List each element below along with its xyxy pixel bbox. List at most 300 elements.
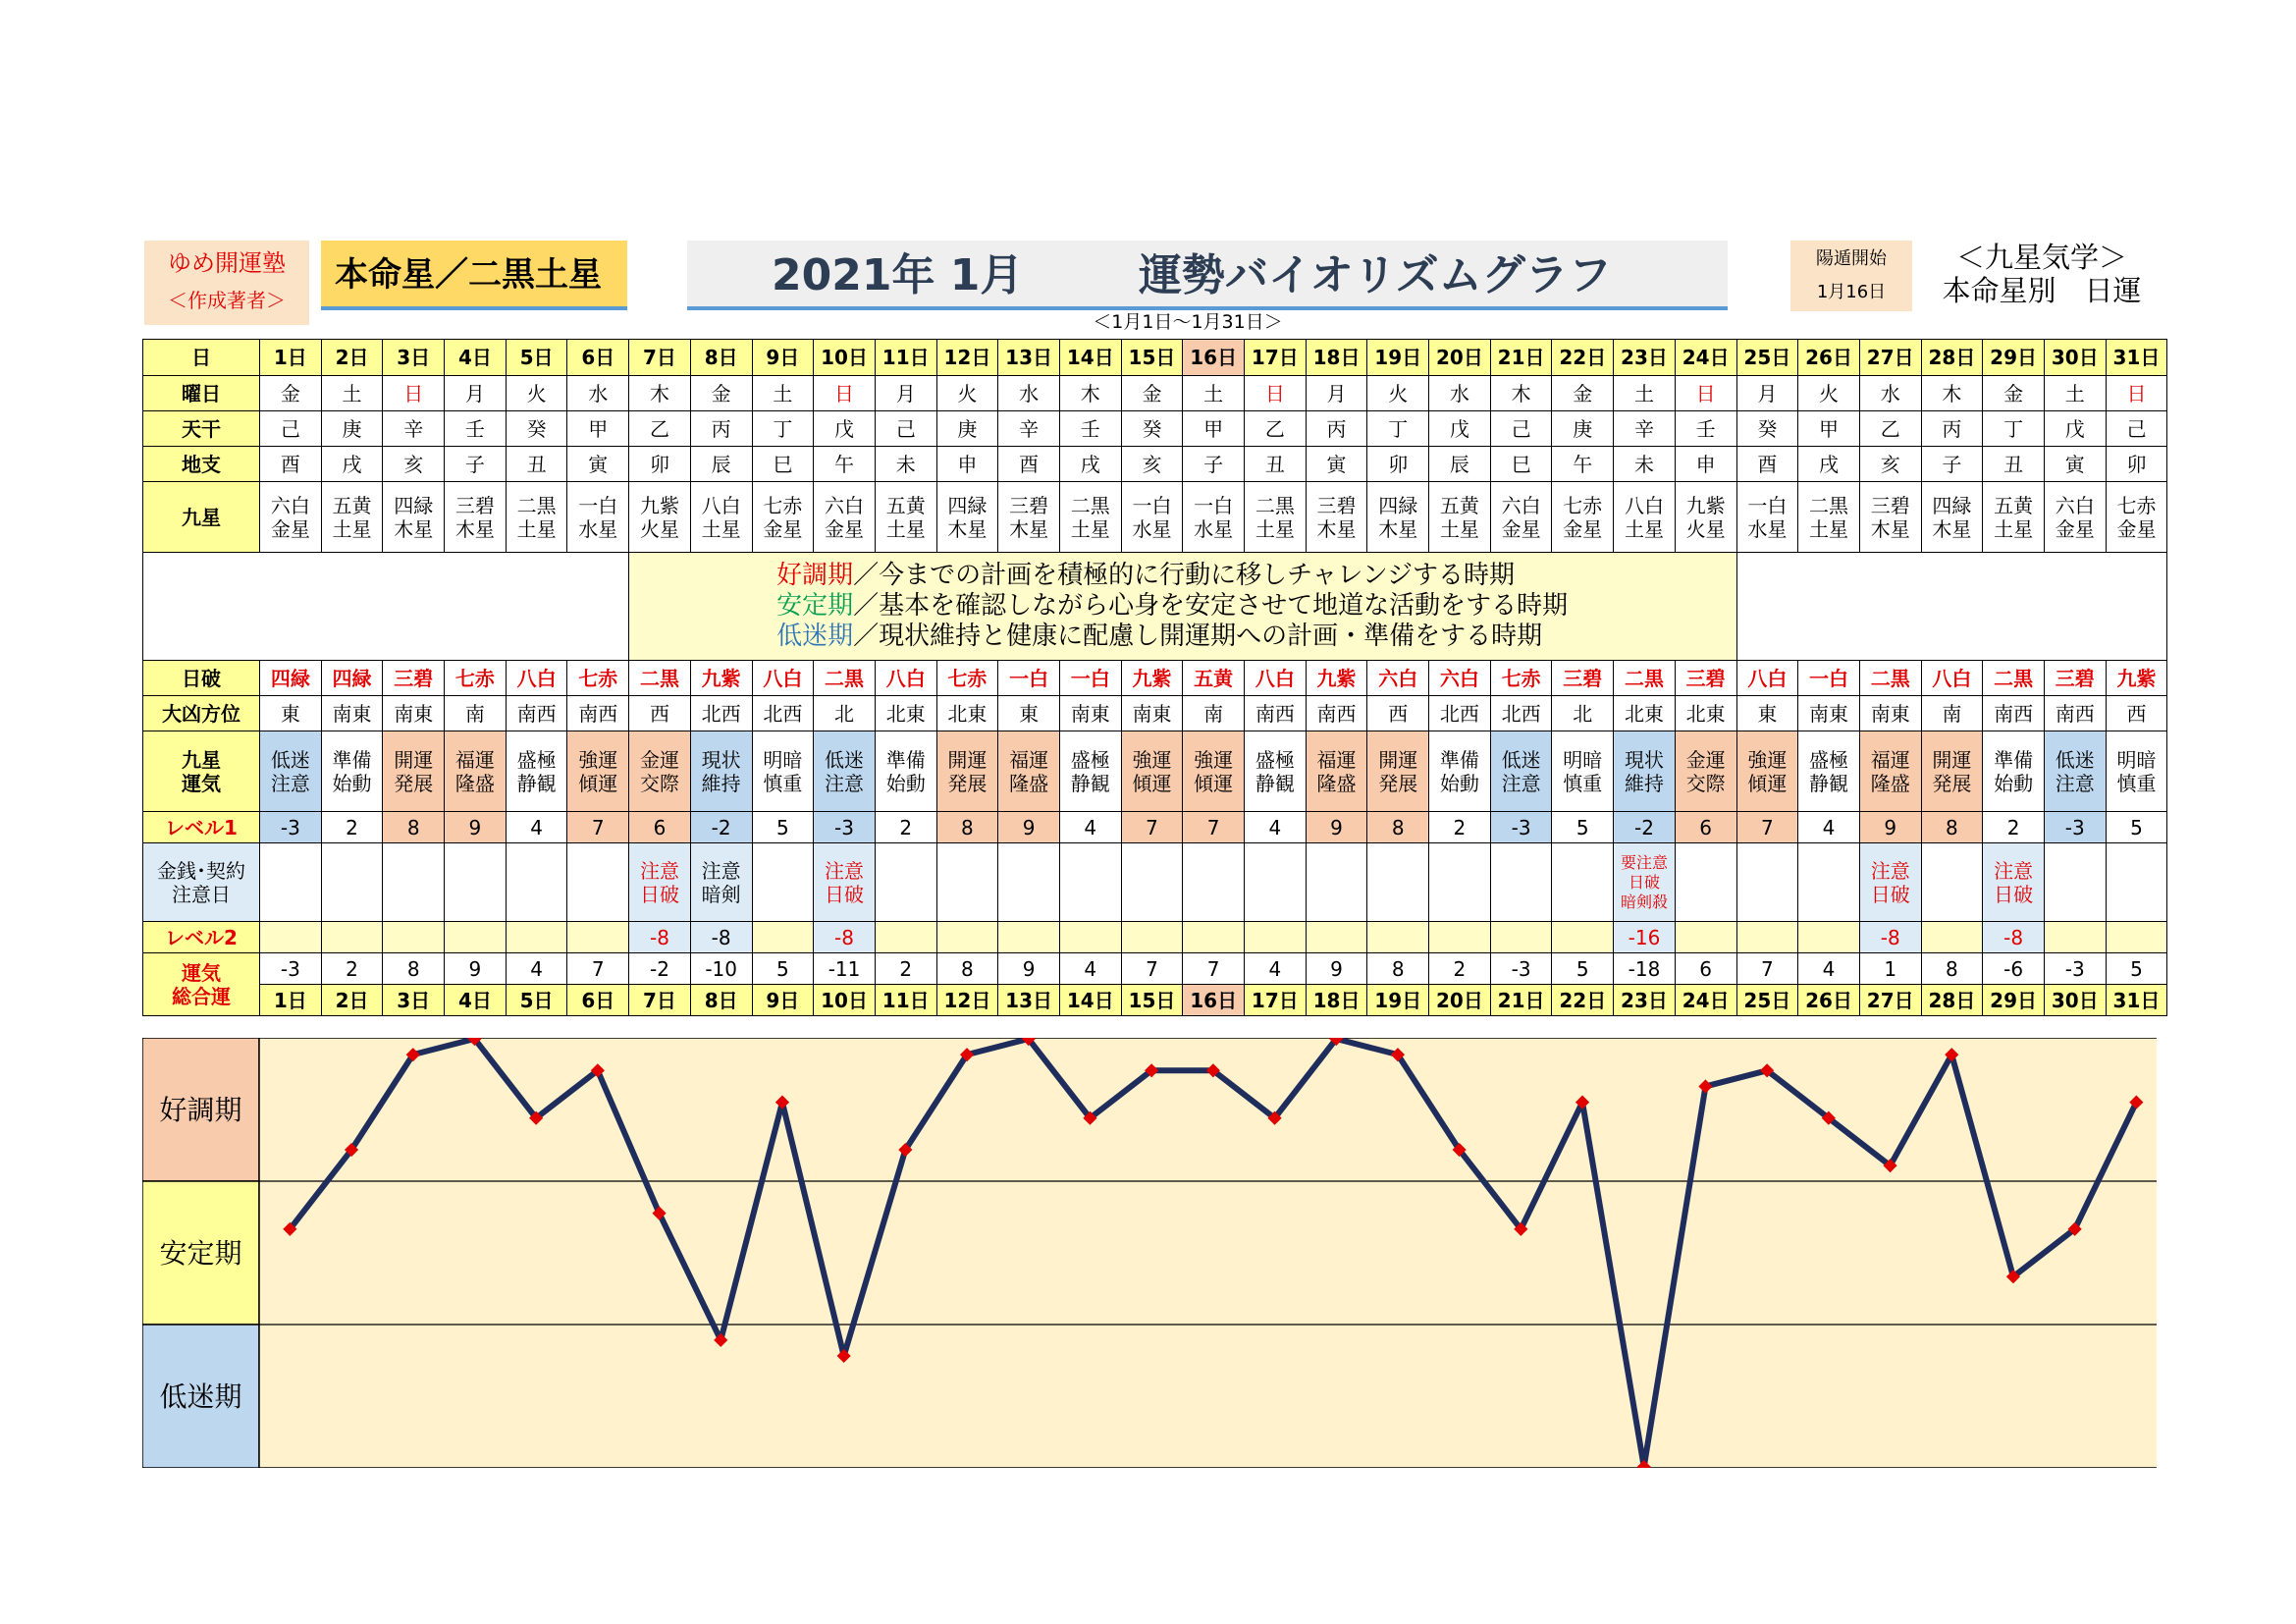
unki-cell [260,731,322,812]
total-cell: 1 [1859,953,1921,985]
kyusei-cell [1429,482,1491,553]
kyusei-cell [506,482,567,553]
unki-cell-text: 隆盛 [1009,771,1049,795]
tenkan-cell: 戊 [814,411,876,447]
daikyo-cell: 南 [445,696,507,731]
total-cell: 4 [1245,953,1307,985]
level2-cell [875,922,936,953]
legend-line-low [776,622,1735,652]
kinsen-text: 注意 日破 [1994,858,2034,906]
kinsen-cell [1552,843,1614,922]
kyusei-cell [1245,482,1307,553]
unki-cell [1736,731,1798,812]
day-header: 22日 [1552,340,1614,376]
day-header: 30日 [2044,340,2106,376]
chishi-cell: 戌 [321,447,383,482]
unki-cell-text: 静観 [1809,771,1849,795]
day-header: 11日 [875,340,936,376]
yoton-date: 1月16日 [1816,282,1887,302]
nippa-cell: 八白 [1736,661,1798,696]
kyusei-cell-text: 水星 [578,516,618,541]
total-cell: -3 [1490,953,1552,985]
level1-cell: 2 [1429,812,1491,843]
kyusei-cell [752,482,814,553]
kyusei-cell [1367,482,1429,553]
day-footer: 19日 [1367,985,1429,1016]
kyusei-cell [383,482,445,553]
daikyo-cell: 北 [814,696,876,731]
year-month: 2021年 1月 [772,250,1024,300]
yoton-box [1790,241,1912,311]
level2-cell [1552,922,1614,953]
day-header: 24日 [1675,340,1736,376]
kinsen-cell [1921,843,1983,922]
row-label-total [143,953,260,1016]
nippa-cell: 六白 [1429,661,1491,696]
nippa-cell: 三碧 [1675,661,1736,696]
weekday-cell: 月 [875,376,936,411]
level2-cell [1183,922,1245,953]
daikyo-cell: 北東 [1614,696,1676,731]
kyusei-cell [1059,482,1121,553]
day-header: 29日 [1983,340,2045,376]
kinsen-text: 注意 暗剣 [701,858,741,906]
row-label-total-text: 運気 [182,960,221,985]
kyusei-cell [260,482,322,553]
kyusei-cell-text: 木星 [394,516,434,541]
unki-cell-text: 盛極 [1809,747,1849,772]
level2-cell [752,922,814,953]
day-footer: 8日 [690,985,752,1016]
row-label-level2-text: レベル2 [165,925,238,949]
day-header: 26日 [1798,340,1860,376]
daikyo-cell: 南西 [506,696,567,731]
kyusei-cell-text: 木星 [1932,516,1972,541]
row-label-day-text: 日 [191,346,211,369]
kyusei-cell-text: 金星 [2116,516,2157,541]
total-cell: 9 [1306,953,1367,985]
tenkan-cell: 丙 [690,411,752,447]
kyusei-cell-text: 木星 [1378,516,1418,541]
unki-cell-text: 開運 [1378,747,1418,772]
unki-cell-text: 発展 [394,771,434,795]
chishi-cell: 巳 [1490,447,1552,482]
chishi-cell: 子 [1183,447,1245,482]
daikyo-cell: 南 [1921,696,1983,731]
total-cell: 8 [1921,953,1983,985]
kyusei-cell [936,482,998,553]
yoton-label: 陽遁開始 [1816,248,1887,269]
unki-cell-text: 低迷 [2055,747,2095,772]
level2-cell [1736,922,1798,953]
tenkan-cell: 丙 [1921,411,1983,447]
nippa-cell: 四緑 [321,661,383,696]
level2-cell [383,922,445,953]
kyusei-cell-text: 土星 [1809,516,1849,541]
fortune-table [142,339,2167,1016]
kinsen-cell [1245,843,1307,922]
kyusei-cell-text: 水星 [1132,516,1172,541]
unki-cell [1306,731,1367,812]
chishi-cell: 未 [875,447,936,482]
tenkan-cell: 壬 [1675,411,1736,447]
nippa-cell: 九紫 [1121,661,1183,696]
unki-cell [1059,731,1121,812]
tenkan-cell: 乙 [1859,411,1921,447]
kyusei-cell [2044,482,2106,553]
day-header: 28日 [1921,340,1983,376]
day-header: 5日 [506,340,567,376]
weekday-cell: 月 [1736,376,1798,411]
title-box [687,241,1728,310]
level2-cell [506,922,567,953]
kinsen-cell [567,843,629,922]
nippa-cell: 九紫 [2106,661,2167,696]
day-footer: 23日 [1614,985,1676,1016]
day-header: 10日 [814,340,876,376]
chishi-cell: 卯 [2106,447,2167,482]
row-label-weekday [143,376,260,411]
unki-cell [998,731,1060,812]
unki-cell [1983,731,2045,812]
day-footer: 22日 [1552,985,1614,1016]
unki-cell [2106,731,2167,812]
chishi-cell: 丑 [1983,447,2045,482]
chishi-cell: 丑 [1245,447,1307,482]
unki-cell [321,731,383,812]
total-cell: 2 [321,953,383,985]
kyusei-cell-text: 六白 [1501,493,1541,517]
unki-cell [1245,731,1307,812]
unki-cell-text: 強運 [1132,747,1172,772]
band-label-stable: 安定期 [159,1237,242,1270]
tenkan-cell: 庚 [936,411,998,447]
kyusei-cell-text: 土星 [701,516,741,541]
tenkan-cell: 戊 [1429,411,1491,447]
daikyo-cell: 北 [1552,696,1614,731]
day-header: 18日 [1306,340,1367,376]
weekday-cell: 火 [1367,376,1429,411]
unki-cell [445,731,507,812]
weekday-cell: 木 [629,376,691,411]
unki-cell-text: 始動 [885,771,926,795]
unki-cell-text: 開運 [947,747,988,772]
unki-cell-text: 準備 [332,747,372,772]
daikyo-cell: 東 [998,696,1060,731]
chishi-cell: 寅 [2044,447,2106,482]
daikyo-cell: 南西 [1306,696,1367,731]
level2-cell: -8 [1983,922,2045,953]
nippa-cell: 二黒 [1859,661,1921,696]
row-label-total-text: 総合運 [172,984,231,1008]
unki-cell [1367,731,1429,812]
day-footer: 29日 [1983,985,2045,1016]
legend-spacer-left [143,553,629,661]
kyusei-cell-text: 四緑 [394,493,434,517]
kinsen-cell [1059,843,1121,922]
kyusei-cell-text: 五黄 [332,493,372,517]
day-footer: 25日 [1736,985,1798,1016]
level2-cell [1121,922,1183,953]
unki-cell-text: 慎重 [2116,771,2157,795]
daikyo-cell: 南東 [383,696,445,731]
total-cell: 5 [1552,953,1614,985]
kyusei-cell [1490,482,1552,553]
total-cell: 5 [2106,953,2167,985]
row-label-day [143,340,260,376]
chishi-cell: 酉 [998,447,1060,482]
kyusei-cell-text: 三碧 [1009,493,1049,517]
kyusei-cell-text: 土星 [1994,516,2034,541]
total-cell: 4 [506,953,567,985]
weekday-cell: 火 [936,376,998,411]
day-header: 25日 [1736,340,1798,376]
kinsen-cell [2044,843,2106,922]
row-label-tenkan-text: 天干 [182,416,221,441]
level1-cell: 8 [1367,812,1429,843]
level1-cell: 7 [1121,812,1183,843]
total-cell: 8 [383,953,445,985]
unki-cell [1183,731,1245,812]
unki-cell-text: 注意 [2055,771,2095,795]
kyusei-cell-text: 三碧 [1316,493,1357,517]
unki-cell-text: 強運 [578,747,618,772]
daikyo-cell: 南東 [1121,696,1183,731]
nippa-cell: 二黒 [814,661,876,696]
weekday-cell: 木 [1490,376,1552,411]
kyusei-cell-text: 一白 [1132,493,1172,517]
tenkan-cell: 壬 [1059,411,1121,447]
level2-cell [2106,922,2167,953]
kyusei-cell-text: 三碧 [1870,493,1910,517]
day-footer: 27日 [1859,985,1921,1016]
tenkan-cell: 癸 [506,411,567,447]
level2-cell: -8 [629,922,691,953]
weekday-cell: 木 [1059,376,1121,411]
kinsen-cell [1490,843,1552,922]
unki-cell [629,731,691,812]
nippa-cell: 二黒 [629,661,691,696]
kyusei-cell-text: 三碧 [454,493,495,517]
nippa-cell: 八白 [1921,661,1983,696]
nippa-cell: 七赤 [445,661,507,696]
level2-cell [1921,922,1983,953]
chishi-cell: 戌 [1059,447,1121,482]
day-footer: 9日 [752,985,814,1016]
unki-cell-text: 開運 [394,747,434,772]
level2-cell [1798,922,1860,953]
day-header: 19日 [1367,340,1429,376]
level1-cell: -2 [690,812,752,843]
nippa-cell: 八白 [506,661,567,696]
day-header: 23日 [1614,340,1676,376]
chishi-cell: 申 [1675,447,1736,482]
nippa-cell: 一白 [1798,661,1860,696]
unki-cell [1429,731,1491,812]
kinsen-cell [506,843,567,922]
day-footer: 12日 [936,985,998,1016]
chishi-cell: 亥 [1121,447,1183,482]
nippa-cell: 九紫 [690,661,752,696]
main-star-label: 本命星／二黒土星 [321,241,627,310]
unki-cell-text: 注意 [1501,771,1541,795]
level1-cell: 9 [1306,812,1367,843]
chishi-cell: 子 [1921,447,1983,482]
weekday-cell: 金 [1983,376,2045,411]
tenkan-cell: 己 [260,411,322,447]
kyusei-cell [2106,482,2167,553]
total-cell: 7 [1183,953,1245,985]
weekday-cell: 金 [690,376,752,411]
level2-cell [260,922,322,953]
kyusei-cell-text: 七赤 [763,493,803,517]
day-footer: 18日 [1306,985,1367,1016]
level2-cell: -16 [1614,922,1676,953]
kyusei-cell-text: 四緑 [1932,493,1972,517]
tenkan-cell: 壬 [445,411,507,447]
unki-cell-text: 注意 [270,771,310,795]
tenkan-cell: 辛 [1614,411,1676,447]
unki-cell-text: 発展 [1932,771,1972,795]
unki-cell-text: 慎重 [1563,771,1603,795]
level2-cell [1059,922,1121,953]
nippa-cell: 三碧 [2044,661,2106,696]
total-cell: 5 [752,953,814,985]
tenkan-cell: 丁 [1367,411,1429,447]
tenkan-cell: 己 [1490,411,1552,447]
kyusei-cell-text: 木星 [1870,516,1910,541]
row-label-chishi [143,447,260,482]
day-footer: 31日 [2106,985,2167,1016]
kyusei-cell [1552,482,1614,553]
kyusei-cell-text: 九紫 [639,493,679,517]
total-cell: 8 [936,953,998,985]
level1-cell: 6 [629,812,691,843]
unki-cell [567,731,629,812]
nippa-cell: 七赤 [936,661,998,696]
unki-cell [1614,731,1676,812]
total-cell: 7 [1121,953,1183,985]
row-label-level2 [143,922,260,953]
weekday-cell: 水 [1859,376,1921,411]
kinsen-cell [936,843,998,922]
daikyo-cell: 南東 [321,696,383,731]
tenkan-cell: 甲 [1798,411,1860,447]
biorhythm-chart [142,1038,2157,1468]
unki-cell-text: 強運 [1194,747,1234,772]
weekday-cell: 火 [506,376,567,411]
kyusei-cell-text: 木星 [1316,516,1357,541]
daikyo-cell: 北東 [875,696,936,731]
unki-cell-text: 傾運 [1747,771,1788,795]
unki-cell-text: 傾運 [578,771,618,795]
chishi-cell: 辰 [690,447,752,482]
day-footer: 2日 [321,985,383,1016]
kinsen-cell [1429,843,1491,922]
level1-cell: 8 [383,812,445,843]
total-cell: 2 [875,953,936,985]
total-cell: -18 [1614,953,1676,985]
nippa-cell: 二黒 [1614,661,1676,696]
daikyo-cell: 西 [629,696,691,731]
kyusei-cell-text: 土星 [1070,516,1110,541]
kinsen-cell [629,843,691,922]
unki-cell [2044,731,2106,812]
row-label-nippa [143,661,260,696]
total-cell: -3 [260,953,322,985]
kyusei-line1: ＜九星気学＞ [1955,241,2127,274]
total-cell: 9 [998,953,1060,985]
unki-cell-text: 維持 [1624,771,1664,795]
row-label-unki-text: 運気 [182,771,221,795]
kyusei-cell-text: 六白 [825,493,865,517]
unki-cell-text: 慎重 [763,771,803,795]
weekday-cell: 土 [752,376,814,411]
daikyo-cell: 南東 [1059,696,1121,731]
kyusei-cell-text: 四緑 [1378,493,1418,517]
daikyo-cell: 南西 [2044,696,2106,731]
unki-cell-text: 準備 [885,747,926,772]
weekday-cell: 土 [1183,376,1245,411]
daikyo-cell: 南西 [1983,696,2045,731]
level1-cell: 8 [1921,812,1983,843]
kyusei-cell-text: 金星 [1563,516,1603,541]
unki-cell-text: 始動 [1994,771,2034,795]
tenkan-cell: 癸 [1121,411,1183,447]
unki-cell-text: 隆盛 [1316,771,1357,795]
level1-cell: 5 [2106,812,2167,843]
kyusei-cell [567,482,629,553]
level2-cell [1490,922,1552,953]
row-label-unki [143,731,260,812]
unki-cell-text: 準備 [1994,747,2034,772]
unki-cell-text: 現状 [1624,747,1664,772]
day-footer: 28日 [1921,985,1983,1016]
kyusei-cell-text: 二黒 [1070,493,1110,517]
nippa-cell: 二黒 [1983,661,2045,696]
day-header: 9日 [752,340,814,376]
kyusei-cell [1983,482,2045,553]
plot-area [259,1038,2157,1468]
nippa-cell: 一白 [998,661,1060,696]
kyusei-cell-text: 金星 [1501,516,1541,541]
level1-cell: 4 [1245,812,1307,843]
unki-cell [875,731,936,812]
kyusei-cell [1675,482,1736,553]
daikyo-cell: 西 [2106,696,2167,731]
chishi-cell: 辰 [1429,447,1491,482]
level2-cell [445,922,507,953]
unki-cell-text: 福運 [1870,747,1910,772]
nippa-cell: 五黄 [1183,661,1245,696]
kyusei-cell-text: 水星 [1194,516,1234,541]
kyusei-cell-text: 土星 [1624,516,1664,541]
row-label-kyusei [143,482,260,553]
level1-cell: 7 [567,812,629,843]
tenkan-cell: 庚 [1552,411,1614,447]
day-footer: 5日 [506,985,567,1016]
nippa-cell: 六白 [1367,661,1429,696]
unki-cell-text: 明暗 [1563,747,1603,772]
unki-cell-text: 福運 [454,747,495,772]
kyusei-cell [321,482,383,553]
kinsen-cell [383,843,445,922]
unki-cell [1552,731,1614,812]
unki-cell [1859,731,1921,812]
unki-cell [1798,731,1860,812]
level2-cell [1429,922,1491,953]
kyusei-cell-text: 金星 [825,516,865,541]
